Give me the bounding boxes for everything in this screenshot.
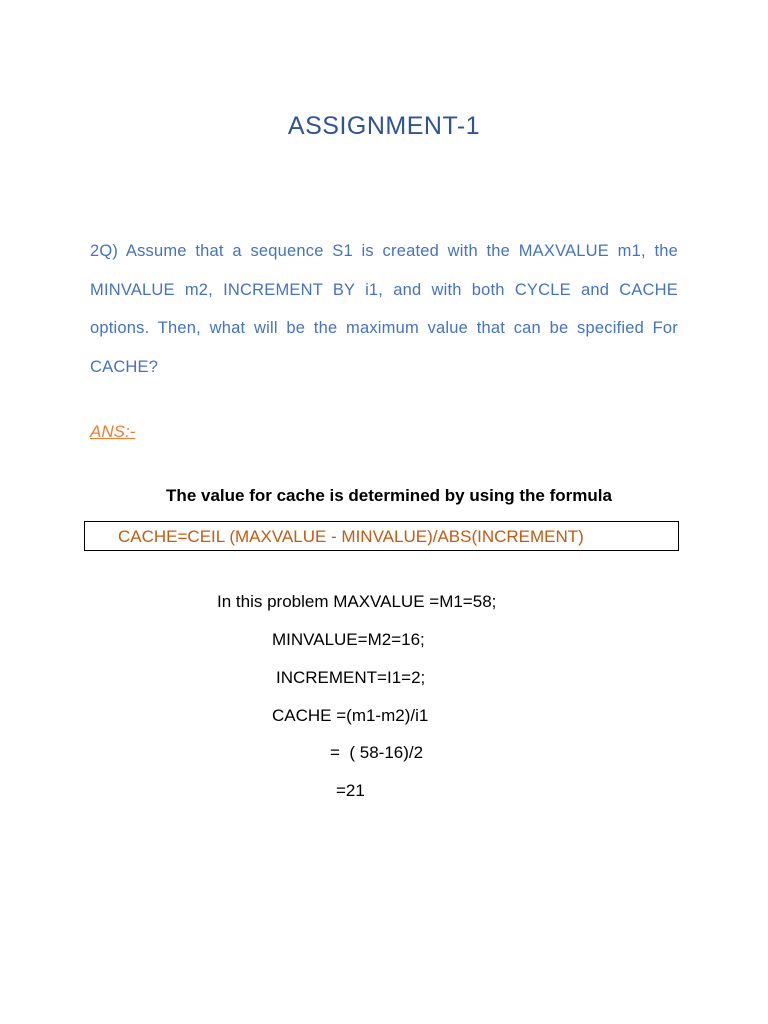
formula-box — [84, 521, 679, 551]
document-title: ASSIGNMENT-1 — [287, 112, 481, 140]
solution-line-maxvalue: In this problem MAXVALUE =M1=58; — [217, 592, 497, 611]
solution-line-increment: INCREMENT=I1=2; — [276, 668, 426, 687]
question-text: 2Q) Assume that a sequence S1 is created with the MAXVALUE m1, the MINVALUE m2, INCREMENT BY i1, and with both CYCLE and CACHE options. Then, what will be the maximum value that can be specified For CACHE? — [90, 242, 678, 376]
solution-line-minvalue: MINVALUE=M2=16; — [272, 630, 425, 649]
formula-text: CACHE=CEIL (MAXVALUE - MINVALUE)/ABS(INCREMENT) — [118, 527, 584, 546]
solution-line-substitution: = ( 58-16)/2 — [330, 743, 424, 762]
solution-line-result: =21 — [336, 781, 365, 800]
solution-line-cache-formula: CACHE =(m1-m2)/i1 — [272, 706, 429, 725]
answer-label: ANS:- — [90, 422, 136, 441]
formula-intro: The value for cache is determined by using the formula — [166, 486, 612, 505]
